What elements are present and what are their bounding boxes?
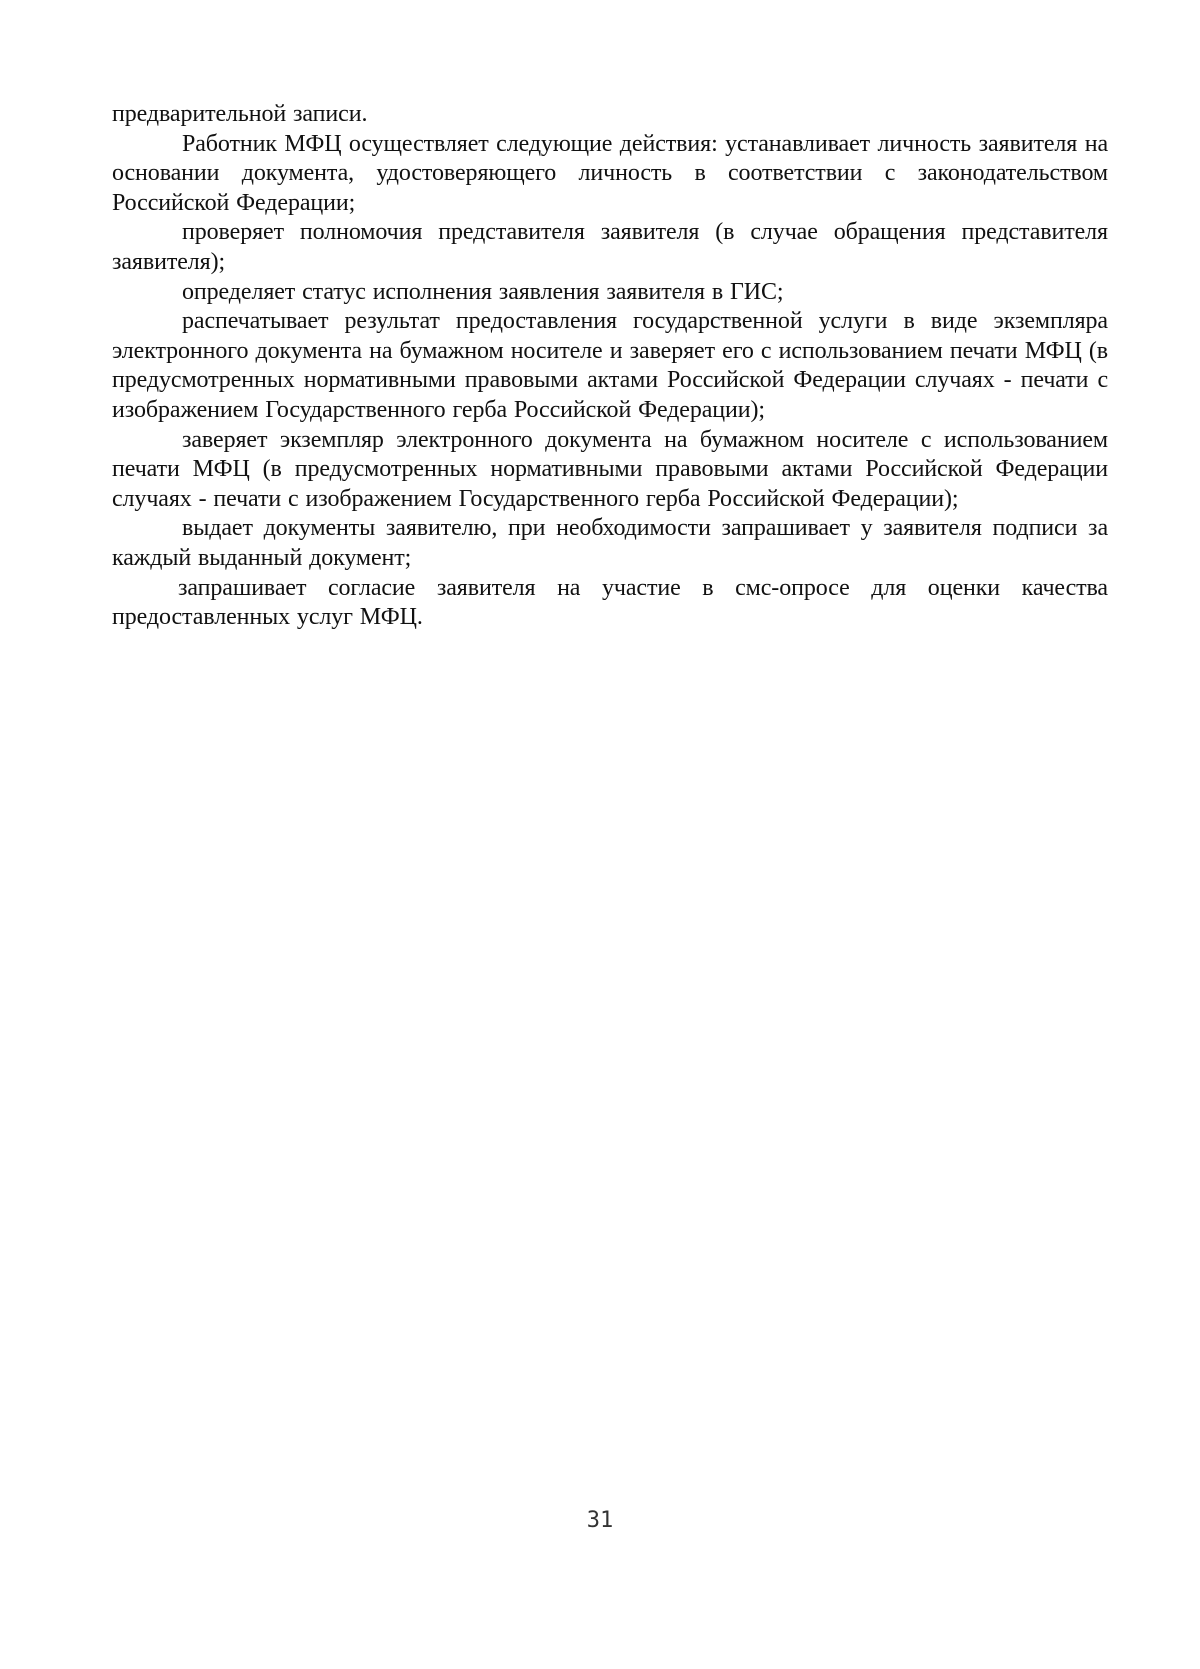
document-page (112, 100, 1108, 633)
paragraph-status-check: определяет статус исполнения заявления заявителя в ГИС; (182, 278, 784, 305)
paragraph-certify-copy: заверяет экземпляр электронного документа на бумажном носителе с использованием печати МФЦ (в предусмотренных нормативными правовыми актами Российской Федерации случаях - печати с изображением Государственного герба Российской Федерации); (112, 426, 1108, 512)
paragraph-sms-survey: запрашивает согласие заявителя на участие в смс-опросе для оценки качества предоставленных услуг МФЦ. (112, 574, 1108, 631)
paragraph-print-result: распечатывает результат предоставления государственной услуги в виде экземпляра электронного документа на бумажном носителе и заверяет его с использованием печати МФЦ (в предусмотренных нормативными правовыми актами Российской Федерации случаях - печати с изображением Государственного герба Российской Федерации); (112, 308, 1108, 423)
page-number: 31 (586, 1508, 614, 1533)
paragraph-check-authority: проверяет полномочия представителя заявителя (в случае обращения представителя заявителя); (112, 219, 1108, 275)
paragraph-mfc-actions: Работник МФЦ осуществляет следующие действия: устанавливает личность заявителя на основании документа, удостоверяющего личность в соответствии с законодательством Российской Федерации; (112, 130, 1108, 216)
paragraph-issue-documents: выдает документы заявителю, при необходимости запрашивает у заявителя подписи за каждый выданный документ; (112, 515, 1108, 571)
paragraph-continuation: предварительной записи. (112, 101, 368, 127)
